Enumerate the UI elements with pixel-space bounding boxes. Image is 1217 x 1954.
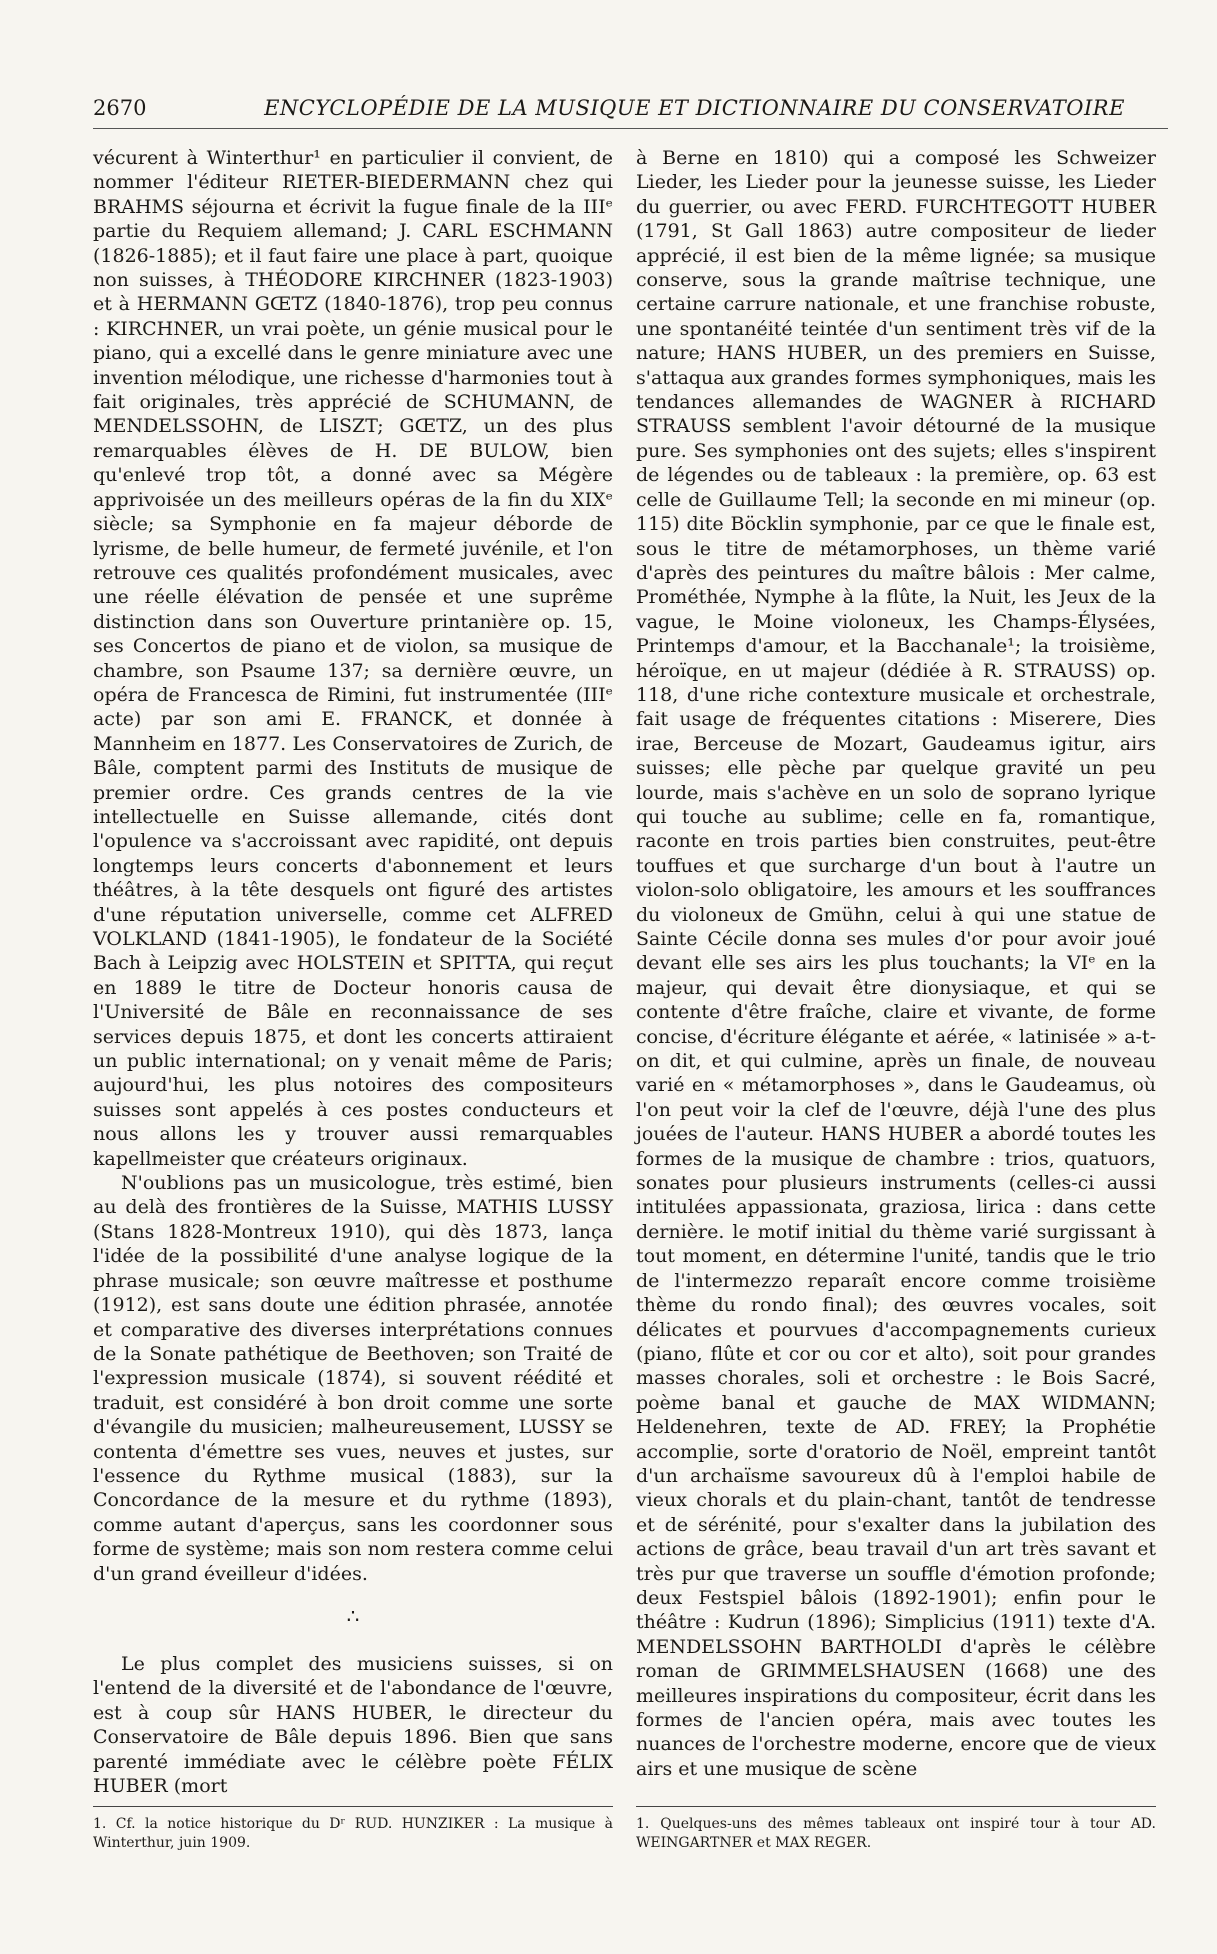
footnote-right: 1. Quelques-uns des mêmes tableaux ont inspiré tour à tour AD. WEINGARTNER et MAX REGER. [636, 1816, 1156, 1851]
page-number: 2670 [93, 96, 147, 120]
right-column [636, 146, 1156, 1781]
left-paragraph-1: vécurent à Winterthur¹ en particulier il convient, de nommer l'éditeur RIETER-BIEDERMANN chez qui BRAHMS séjourna et écrivit la fugue finale de la IIIᵉ partie du Requiem allemand; J. CARL ESCHMANN (1826-1885); et il faut faire une place à part, quoique non suisses, à THÉODORE KIRCHNER (1823-1903) et à HERMANN GŒTZ (1840-1876), trop peu connus : KIRCHNER, un vrai poète, un génie musical pour le piano, qui a excellé dans le genre miniature avec une invention mélodique, une richesse d'harmonies tout à fait originales, très apprécié de SCHUMANN, de MENDELSSOHN, de LISZT; GŒTZ, un des plus remarquables élèves de H. DE BULOW, bien qu'enlevé trop tôt, a donné avec sa Mégère apprivoisée un des meilleurs opéras de la fin du XIXᵉ siècle; sa Symphonie en fa majeur déborde de lyrisme, de belle humeur, de fermeté juvénile, et l'on retrouve ces qualités profondément musicales, avec une réelle élévation de pensée et une suprême distinction dans son Ouverture printanière op. 15, ses Concertos de piano et de violon, sa musique de chambre, son Psaume 137; sa dernière œuvre, un opéra de Francesca de Rimini, fut instrumentée (IIIᵉ acte) par son ami E. FRANCK, et donnée à Mannheim en 1877. Les Conservatoires de Zurich, de Bâle, comptent parmi des Instituts de musique de premier ordre. Ces grands centres de la vie intellectuelle en Suisse allemande, cités dont l'opulence va s'accroissant avec rapidité, ont depuis longtemps leurs concerts d'abonnement et leurs théâtres, à la tête desquels ont figuré des artistes d'une réputation universelle, comme cet ALFRED VOLKLAND (1841-1905), le fondateur de la Société Bach à Leipzig avec HOLSTEIN et SPITTA, qui reçut en 1889 le titre de Docteur honoris causa de l'Université de Bâle en reconnaissance de ses services depuis 1875, et dont les concerts attiraient un public international; on y venait même de Paris; aujourd'hui, les plus notoires des compositeurs suisses sont appelés à ces postes conducteurs et nous allons les y trouver aussi remarquables kapellmeister que créateurs originaux. [93, 147, 613, 1170]
page-header [93, 92, 1168, 129]
running-title: ENCYCLOPÉDIE DE LA MUSIQUE ET DICTIONNAIRE DU CONSERVATOIRE [264, 96, 1125, 120]
footnote-rule-left [93, 1806, 613, 1807]
left-paragraph-2: N'oublions pas un musicologue, très estimé, bien au delà des frontières de la Suisse, MATHIS LUSSY (Stans 1828-Montreux 1910), qui dès 1873, lança l'idée de la possibilité d'une analyse logique de la phrase musicale; son œuvre maîtresse et posthume (1912), est sans doute une édition phrasée, annotée et comparative des diverses interprétations connues de la Sonate pathétique de Beethoven; son Traité de l'expression musicale (1874), si souvent réédité et traduit, est considéré à bon droit comme une sorte d'évangile du musicien; malheureusement, LUSSY se contenta d'émettre ses vues, neuves et justes, sur l'essence du Rythme musical (1883), sur la Concordance de la mesure et du rythme (1893), comme autant d'aperçus, sans les coordonner sous forme de système; mais son nom restera comme celui d'un grand éveilleur d'idées. [93, 1172, 613, 1585]
footnote-rule-right [636, 1806, 1156, 1807]
left-column [93, 146, 613, 1798]
left-paragraph-3: Le plus complet des musiciens suisses, si on l'entend de la diversité et de l'abondance de l'œuvre, est à coup sûr HANS HUBER, le directeur du Conservatoire de Bâle depuis 1896. Bien que sans parenté immédiate avec le célèbre poète FÉLIX HUBER (mort [93, 1652, 613, 1797]
footnote-left: 1. Cf. la notice historique du Dʳ RUD. HUNZIKER : La musique à Winterthur, juin 1909. [93, 1816, 613, 1851]
section-separator: ∴ [346, 1603, 360, 1628]
right-paragraph-1: à Berne en 1810) qui a composé les Schweizer Lieder, les Lieder pour la jeunesse suisse, les Lieder du guerrier, ou avec FERD. FURCHTEGOTT HUBER (1791, St Gall 1863) autre compositeur de lieder apprécié, il est bien de la même lignée; sa musique conserve, sous la grande maîtrise technique, une certaine carrure nationale, et une franchise robuste, une spontanéité teintée d'un sentiment très vif de la nature; HANS HUBER, un des premiers en Suisse, s'attaqua aux grandes formes symphoniques, mais les tendances allemandes de WAGNER à RICHARD STRAUSS semblent l'avoir détourné de la musique pure. Ses symphonies ont des sujets; elles s'inspirent de légendes ou de tableaux : la première, op. 63 est celle de Guillaume Tell; la seconde en mi mineur (op. 115) dite Böcklin symphonie, par ce que le finale est, sous le titre de métamorphoses, un thème varié d'après des peintures du maître bâlois : Mer calme, Prométhée, Nymphe à la flûte, la Nuit, les Jeux de la vague, le Moine violoneux, les Champs-Élysées, Printemps d'amour, et la Bacchanale¹; la troisième, héroïque, en ut majeur (dédiée à R. STRAUSS) op. 118, d'une riche contexture musicale et orchestrale, fait usage de fréquentes citations : Miserere, Dies irae, Berceuse de Mozart, Gaudeamus igitur, airs suisses; elle pèche par quelque gravité un peu lourde, mais s'achève en un solo de soprano lyrique qui touche au sublime; celle en fa, romantique, raconte en trois parties bien construites, peut-être touffues et que surcharge d'un bout à l'autre un violon-solo obligatoire, les amours et les souffrances du violoneux de Gmühn, celui à qui une statue de Sainte Cécile donna ses mules d'or pour avoir joué devant elle ses airs les plus touchants; la VIᵉ en la majeur, qui devait être dionysiaque, et qui se contente d'être fraîche, claire et vivante, de forme concise, d'écriture élégante et aérée, « latinisée » a-t-on dit, et qui culmine, après un finale, de nouveau varié en « métamorphoses », dans le Gaudeamus, où l'on peut voir la clef de l'œuvre, déjà l'une des plus jouées de l'auteur. HANS HUBER a abordé toutes les formes de la musique de chambre : trios, quatuors, sonates pour plusieurs instruments (celles-ci aussi intitulées appassionata, graziosa, lirica : dans cette dernière. le motif initial du thème varié surgissant à tout moment, en détermine l'unité, tandis que le trio de l'intermezzo reparaît encore comme troisième thème du rondo final); des œuvres vocales, soit délicates et pourvues d'accompagnements curieux (piano, flûte et cor ou cor et alto), soit pour grandes masses chorales, soli et orchestre : le Bois Sacré, poème banal et gauche de MAX WIDMANN; Heldenehren, texte de AD. FREY; la Prophétie accomplie, sorte d'oratorio de Noël, empreint tantôt d'un archaïsme savoureux dû à l'emploi habile de vieux chorals et du plain-chant, tantôt de tendresse et de sérénité, pour s'exalter dans la jubilation des actions de grâce, beau travail d'un art très savant et très pur que traverse un souffle d'émotion profonde; deux Festspiel bâlois (1892-1901); enfin pour le théâtre : Kudrun (1896); Simplicius (1911) texte d'A. MENDELSSOHN BARTHOLDI d'après le célèbre roman de GRIMMELSHAUSEN (1668) une des meilleures inspirations du compositeur, écrit dans les formes de l'ancien opéra, mais avec toutes les nuances de l'orchestre moderne, encore que de vieux airs et une musique de scène [636, 147, 1157, 1780]
